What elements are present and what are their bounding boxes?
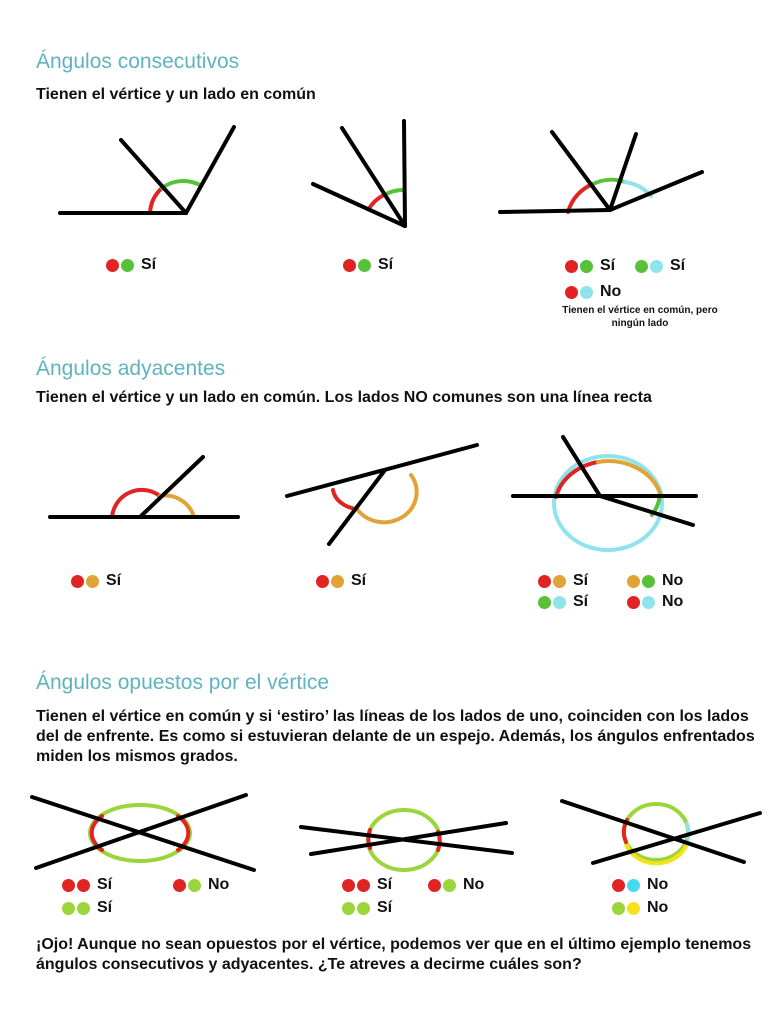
opuestos-legend-8 xyxy=(612,899,668,917)
legend-label: Sí xyxy=(670,257,686,274)
red-dot-icon xyxy=(538,575,551,588)
legend-label: No xyxy=(662,572,684,589)
opuestos-legend-6 xyxy=(342,899,392,917)
light-green-dot-icon xyxy=(342,902,355,915)
adyacentes-legend-5 xyxy=(538,593,588,611)
red-dot-icon xyxy=(62,879,75,892)
legend-label: Sí xyxy=(97,876,113,893)
section-opuestos-title: Ángulos opuestos por el vértice xyxy=(36,671,330,694)
footer-question: ¡Ojo! Aunque no sean opuestos por el vértice, podemos ver que en el último ejemplo tenemos ángulos consecutivos y adyacentes. ¿Te atreves a decirme cuáles son? xyxy=(36,936,752,973)
opuestos-figure-3 xyxy=(562,801,760,863)
light-green-dot-icon xyxy=(357,902,370,915)
adyacentes-legend-1 xyxy=(71,572,121,590)
legend-label: No xyxy=(600,283,622,300)
legend-label: No xyxy=(463,876,485,893)
adyacentes-legend-6 xyxy=(627,593,683,611)
legend-label: No xyxy=(662,593,684,610)
section-consecutivos-title: Ángulos consecutivos xyxy=(36,50,240,73)
cyan-dot-icon xyxy=(650,260,663,273)
red-dot-icon xyxy=(565,260,578,273)
light-green-dot-icon xyxy=(188,879,201,892)
legend-label: Sí xyxy=(573,593,589,610)
cyan-dot-icon xyxy=(642,596,655,609)
section-adyacentes-subtitle: Tienen el vértice y un lado en común. Los lados NO comunes son una línea recta xyxy=(36,389,652,406)
legend-label: Sí xyxy=(377,876,393,893)
orange-dot-icon xyxy=(331,575,344,588)
adyacentes-figure-1 xyxy=(50,457,238,517)
light-green-dot-icon xyxy=(62,902,75,915)
legend-label: No xyxy=(647,899,669,916)
opuestos-legend-5 xyxy=(428,876,484,894)
adyacentes-legend-2 xyxy=(316,572,366,590)
green-dot-icon xyxy=(358,259,371,272)
green-dot-icon xyxy=(635,260,648,273)
legend-label: Sí xyxy=(600,257,616,274)
orange-dot-icon xyxy=(627,575,640,588)
light-green-dot-icon xyxy=(77,902,90,915)
red-dot-icon xyxy=(627,596,640,609)
red-dot-icon xyxy=(357,879,370,892)
red-dot-icon xyxy=(612,879,625,892)
cyan-dot-icon xyxy=(627,879,640,892)
red-dot-icon xyxy=(77,879,90,892)
consecutivos-figure-3 xyxy=(500,132,702,212)
section-adyacentes-title: Ángulos adyacentes xyxy=(36,357,226,380)
opuestos-legend-2 xyxy=(173,876,229,894)
section-opuestos-paragraph: Tienen el vértice en común y si ‘estiro’ las líneas de los lados de uno, coinciden con los lados del de enfrente. Es como si estuvieran delante de un espejo. Además, los ángulos enfrentados miden los mismos grados. xyxy=(36,708,755,765)
legend-label: Sí xyxy=(377,899,393,916)
light-green-dot-icon xyxy=(612,902,625,915)
legend-label: Sí xyxy=(351,572,367,589)
adyacentes-figure-2 xyxy=(287,445,477,544)
red-dot-icon xyxy=(565,286,578,299)
yellow-dot-icon xyxy=(627,902,640,915)
consecutivos-note: Tienen el vértice en común, pero ningún lado xyxy=(562,305,718,329)
section-consecutivos-subtitle: Tienen el vértice y un lado en común xyxy=(36,86,316,103)
adyacentes-legend-3 xyxy=(538,572,588,590)
legend-label: Sí xyxy=(573,572,589,589)
red-dot-icon xyxy=(428,879,441,892)
light-green-dot-icon xyxy=(443,879,456,892)
red-dot-icon xyxy=(71,575,84,588)
legend-label: Sí xyxy=(106,572,122,589)
opuestos-figure-1 xyxy=(32,795,254,870)
opuestos-legend-7 xyxy=(612,876,668,894)
legend-label: No xyxy=(647,876,669,893)
red-dot-icon xyxy=(316,575,329,588)
opuestos-legend-4 xyxy=(342,876,392,894)
consecutivos-figure-1 xyxy=(60,127,234,213)
consecutivos-legend-2 xyxy=(343,256,393,274)
red-dot-icon xyxy=(106,259,119,272)
orange-dot-icon xyxy=(553,575,566,588)
green-dot-icon xyxy=(538,596,551,609)
legend-label: Sí xyxy=(97,899,113,916)
red-dot-icon xyxy=(343,259,356,272)
cyan-dot-icon xyxy=(553,596,566,609)
legend-label: No xyxy=(208,876,230,893)
consecutivos-figure-2 xyxy=(313,121,405,226)
orange-dot-icon xyxy=(86,575,99,588)
opuestos-figure-2 xyxy=(301,810,512,870)
consecutivos-legend-3 xyxy=(565,257,615,275)
opuestos-legend-1 xyxy=(62,876,112,894)
legend-label: Sí xyxy=(141,256,157,273)
green-dot-icon xyxy=(121,259,134,272)
consecutivos-legend-5 xyxy=(565,283,621,301)
cyan-dot-icon xyxy=(580,286,593,299)
opuestos-legend-3 xyxy=(62,899,112,917)
consecutivos-legend-1 xyxy=(106,256,156,274)
adyacentes-legend-4 xyxy=(627,572,683,590)
adyacentes-figure-3 xyxy=(513,437,696,550)
red-dot-icon xyxy=(173,879,186,892)
legend-label: Sí xyxy=(378,256,394,273)
green-dot-icon xyxy=(642,575,655,588)
consecutivos-legend-4 xyxy=(635,257,685,275)
red-dot-icon xyxy=(342,879,355,892)
green-dot-icon xyxy=(580,260,593,273)
